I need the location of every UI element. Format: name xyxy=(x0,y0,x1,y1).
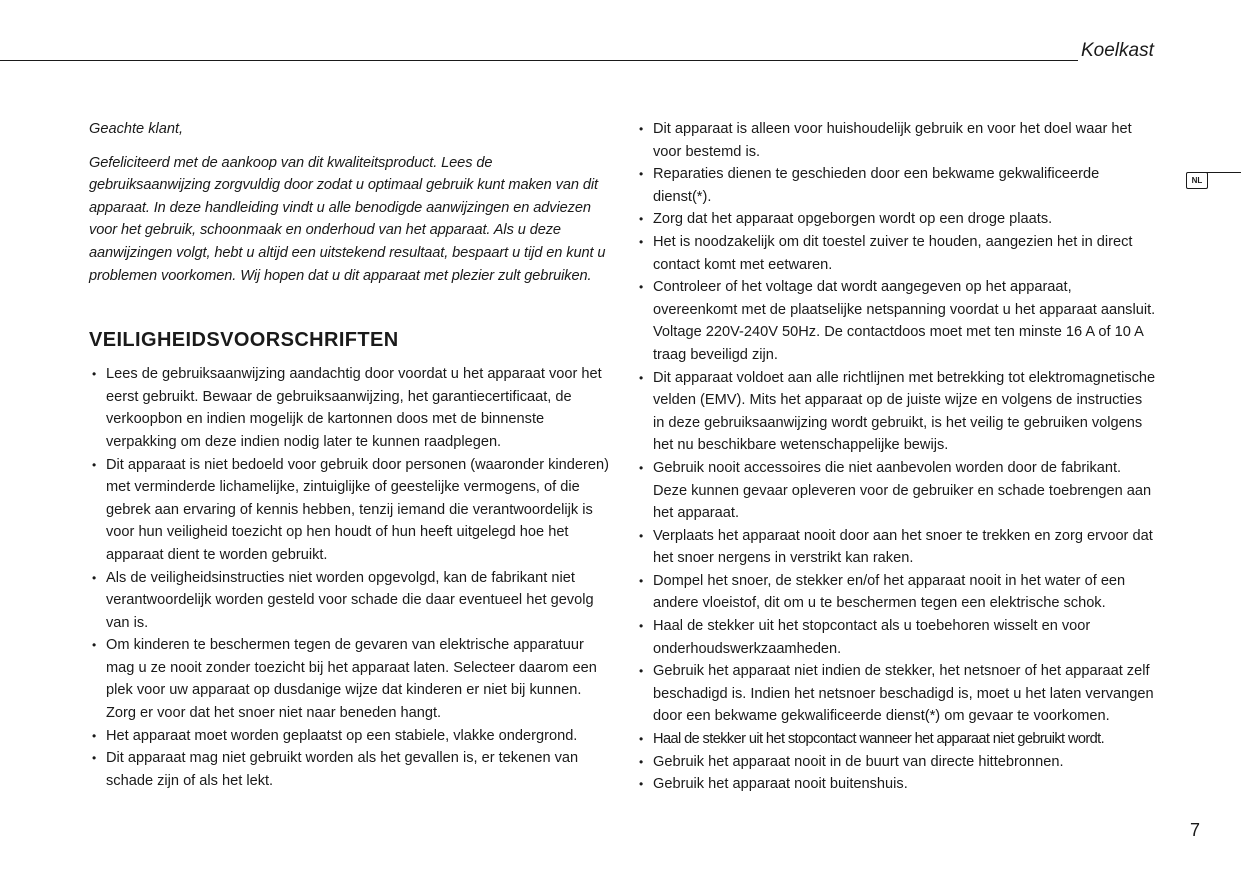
bullet-icon: • xyxy=(639,234,644,249)
language-tab-rule xyxy=(1206,172,1241,173)
left-column xyxy=(89,118,609,792)
list-item xyxy=(89,634,609,724)
list-item xyxy=(636,276,1156,366)
bullet-icon: • xyxy=(92,751,97,766)
list-item-text: Het apparaat moet worden geplaatst op een stabiele, vlakke ondergrond. xyxy=(106,727,578,744)
bullet-icon: • xyxy=(92,638,97,653)
bullet-icon: • xyxy=(639,167,644,182)
list-item-text: Zorg dat het apparaat opgeborgen wordt op een droge plaats. xyxy=(653,211,1053,228)
bullet-icon: • xyxy=(639,370,644,385)
list-item-text: Gebruik het apparaat niet indien de stekker, het netsnoer of het apparaat zelf beschadigd is. Indien het netsnoer beschadigd is, moet u het laten vervangen door een bekwame gekwalificeerde dienst(*) om gevaar te voorkomen. xyxy=(653,663,1154,725)
bullet-icon: • xyxy=(639,664,644,679)
safety-list-right xyxy=(636,118,1156,796)
bullet-icon: • xyxy=(639,212,644,227)
list-item-text: Het is noodzakelijk om dit toestel zuiver te houden, aangezien het in direct contact komt met eetwaren. xyxy=(653,233,1133,273)
list-item-text: Gebruik het apparaat nooit in de buurt van directe hittebronnen. xyxy=(653,753,1064,770)
section-title: VEILIGHEIDSVOORSCHRIFTEN xyxy=(89,329,399,352)
list-item-text: Reparaties dienen te geschieden door een bekwame gekwalificeerde dienst(*). xyxy=(653,166,1100,205)
list-item xyxy=(89,454,609,567)
list-item xyxy=(89,747,609,792)
bullet-icon: • xyxy=(639,122,644,136)
page-number: 7 xyxy=(1190,820,1201,840)
list-item xyxy=(636,751,1156,774)
list-item xyxy=(89,725,609,748)
list-item xyxy=(89,363,609,453)
list-item-text: Verplaats het apparaat nooit door aan het snoer te trekken en zorg ervoor dat het snoer nergens in verstrikt kan raken. xyxy=(653,527,1153,567)
list-item-text: Gebruik het apparaat nooit buitenshuis. xyxy=(653,776,908,793)
list-item xyxy=(636,457,1156,525)
list-item-text: Dit apparaat mag niet gebruikt worden als het gevallen is, er tekenen van schade zijn of als het lekt. xyxy=(106,750,579,789)
header-rule xyxy=(0,60,1078,61)
list-item-text: Dit apparaat voldoet aan alle richtlijnen met betrekking tot elektromagnetische velden (EMV). Mits het apparaat op de juiste wijze en volgens de instructies in deze gebruiksaanwijzing wordt gebruikt, is het veilig te gebruiken volgens het nu beschikbare wetenschappelijke bewijs. xyxy=(653,369,1156,454)
bullet-icon: • xyxy=(639,619,644,634)
list-item-text: Dit apparaat is niet bedoeld voor gebruik door personen (waaronder kinderen) met verminderde lichamelijke, zintuiglijke of geestelijke vermogens, of die gebrek aan ervaring of kennis hebben, tenzij iemand die verantwoordelijk is voor hun veiligheid toezicht op hen houdt of hun heeft uitgelegd hoe het apparaat dient te worden gebruikt. xyxy=(106,456,609,563)
bullet-icon: • xyxy=(639,460,644,475)
bullet-icon: • xyxy=(639,777,644,792)
intro-paragraph: Gefeliciteerd met de aankoop van dit kwaliteitsproduct. Lees de gebruiksaanwijzing zorgvuldig door zodat u optimaal gebruik kunt maken van dit apparaat. In deze handleiding vindt u alle benodigde aanwijzingen en adviezen voor het gebruik, schoonmaak en onderhoud van het apparaat. Als u deze aanwijzingen volgt, hebt u altijd een uitstekend resultaat, bespaart u tijd en kunt u problemen voorkomen. Wij hopen dat u dit apparaat met plezier zult gebruiken. xyxy=(89,154,606,284)
bullet-icon: • xyxy=(639,754,644,769)
bullet-icon: • xyxy=(92,570,97,585)
list-item-text: Dompel het snoer, de stekker en/of het apparaat nooit in het water of een andere vloeistof, dit om u te beschermen tegen een elektrische schok. xyxy=(653,572,1126,612)
bullet-icon: • xyxy=(639,573,644,588)
list-item xyxy=(636,231,1156,276)
list-item xyxy=(636,525,1156,570)
list-item xyxy=(636,660,1156,728)
list-item xyxy=(636,728,1156,751)
list-item-text: Haal de stekker uit het stopcontact als u toebehoren wisselt en voor onderhoudswerkzaamheden. xyxy=(653,618,1091,657)
list-item xyxy=(636,208,1156,231)
list-item xyxy=(636,615,1156,660)
list-item xyxy=(636,773,1156,796)
bullet-icon: • xyxy=(92,457,97,472)
list-item xyxy=(636,118,1156,163)
safety-list-left xyxy=(89,363,609,792)
right-column xyxy=(636,118,1156,796)
list-item xyxy=(636,570,1156,615)
list-item-text: Gebruik nooit accessoires die niet aanbevolen worden door de fabrikant. Deze kunnen gevaar opleveren voor de gebruiker en schade toebrengen aan het apparaat. xyxy=(653,459,1152,522)
list-item-text: Controleer of het voltage dat wordt aangegeven op het apparaat, overeenkomt met de plaatselijke netspanning voordat u het apparaat aansluit. Voltage 220V-240V 50Hz. De contactdoos moet met ten minste 16 A of 10 A traag beveiligd zijn. xyxy=(653,279,1156,363)
list-item-text: Om kinderen te beschermen tegen de gevaren van elektrische apparatuur mag u ze nooit zonder toezicht bij het apparaat laten. Selecteer daarom een plek voor uw apparaat op dusdanige wijze dat kinderen er niet bij kunnen. Zorg er voor dat het snoer niet naar beneden hangt. xyxy=(106,637,597,722)
bullet-icon: • xyxy=(92,728,97,743)
bullet-icon: • xyxy=(639,528,644,543)
list-item-text: Dit apparaat is alleen voor huishoudelijk gebruik en voor het doel waar het voor bestemd is. xyxy=(653,121,1132,160)
list-item xyxy=(636,367,1156,457)
list-item-text: Haal de stekker uit het stopcontact wanneer het apparaat niet gebruikt wordt. xyxy=(653,731,1105,748)
language-tab: NL xyxy=(1186,172,1208,189)
list-item-text: Als de veiligheidsinstructies niet worden opgevolgd, kan de fabrikant niet verantwoordelijk worden gesteld voor schade die daar eventueel het gevolg van is. xyxy=(106,569,594,631)
bullet-icon: • xyxy=(92,367,97,382)
bullet-icon: • xyxy=(639,280,644,295)
list-item-text: Lees de gebruiksaanwijzing aandachtig door voordat u het apparaat voor het eerst gebruikt. Bewaar de gebruiksaanwijzing, het garantiecertificaat, de verkoopbon en indien mogelijk de kartonnen doos met de binnenste verpakking om deze indien nodig later te kunnen raadplegen. xyxy=(106,366,602,450)
list-item xyxy=(89,567,609,635)
greeting: Geachte klant, xyxy=(89,121,184,137)
page-header-title: Koelkast xyxy=(1081,40,1154,61)
list-item xyxy=(636,163,1156,208)
bullet-icon: • xyxy=(639,732,644,747)
